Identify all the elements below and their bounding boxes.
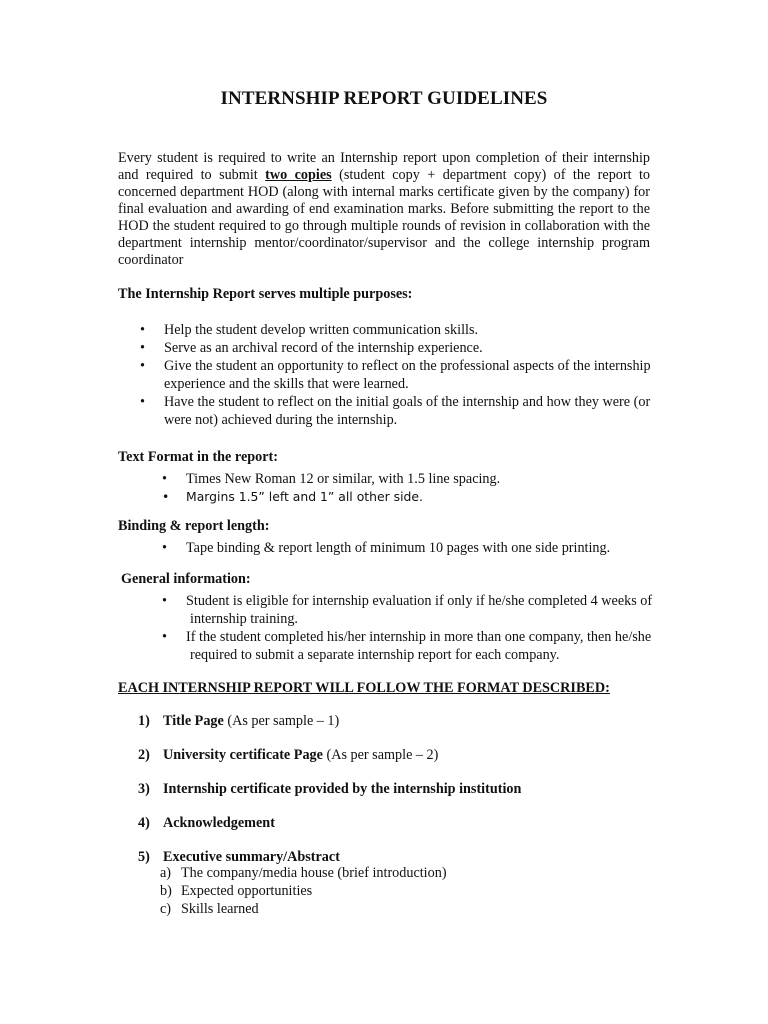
general-heading: General information:	[121, 571, 251, 587]
list-item	[160, 592, 680, 628]
sub-list-item	[160, 900, 447, 918]
text-format-heading: Text Format in the report:	[118, 449, 278, 465]
purposes-list	[138, 321, 658, 429]
list-item-line: If the student completed his/her internship in more than one company, then he/she	[186, 629, 652, 645]
sub-item-text: Skills learned	[181, 901, 259, 917]
section-item	[138, 746, 521, 764]
binding-heading: Binding & report length:	[118, 518, 270, 534]
document-title: INTERNSHIP REPORT GUIDELINES	[220, 88, 548, 109]
section-title: Executive summary/Abstract	[163, 849, 340, 865]
abstract-subitems	[160, 864, 447, 918]
text-format-list	[160, 470, 660, 506]
sub-item-text: Expected opportunities	[181, 883, 313, 899]
list-item-line: required to submit a separate internship report for each company.	[190, 647, 560, 663]
section-title: University certificate Page	[163, 747, 323, 763]
list-item: • Give the student an opportunity to reflect on the professional aspects of the internship experience and the skills that were learned.	[138, 357, 658, 393]
section-number: 1)	[138, 713, 150, 729]
intro-paragraph	[118, 150, 650, 269]
list-item: • Times New Roman 12 or similar, with 1.5 line spacing.	[160, 470, 660, 488]
list-item: • Have the student to reflect on the initial goals of the internship and how they were (or were not) achieved during the internship.	[138, 393, 658, 429]
intro-text-end: (student copy + department copy) of the report to concerned department HOD (along with internal marks certificate given by the company) for final evaluation and awarding of end examination marks. Before submitting the report to the HOD the student required to go through multiple rounds of revision in collaboration with the department internship mentor/coordinator/supervisor and the college internship program coordinator	[118, 167, 651, 268]
section-item	[138, 780, 521, 798]
general-list	[160, 592, 680, 664]
section-note: (As per sample – 1)	[223, 713, 340, 729]
section-number: 4)	[138, 815, 150, 831]
sub-item-letter: c)	[160, 901, 172, 917]
purposes-heading: The Internship Report serves multiple purposes:	[118, 286, 413, 302]
sections-list	[138, 712, 521, 866]
format-heading: EACH INTERNSHIP REPORT WILL FOLLOW THE FORMAT DESCRIBED:	[118, 680, 610, 696]
list-item: • Help the student develop written communication skills.	[138, 321, 658, 339]
list-item: • Serve as an archival record of the internship experience.	[138, 339, 658, 357]
sub-item-letter: b)	[160, 883, 172, 899]
list-item	[160, 628, 680, 664]
section-title: Acknowledgement	[163, 815, 275, 831]
intro-text-start: Every student is required to write an Internship report upon completion of their internship and required to submit	[118, 150, 650, 183]
section-title: Title Page	[163, 713, 224, 729]
section-title: Internship certificate provided by the internship institution	[163, 781, 522, 797]
list-item: • Tape binding & report length of minimum 10 pages with one side printing.	[160, 539, 660, 557]
list-item-line: internship training.	[190, 611, 298, 627]
section-item	[138, 712, 521, 730]
section-note: (As per sample – 2)	[322, 747, 439, 763]
sub-list-item	[160, 864, 447, 882]
section-number: 5)	[138, 849, 150, 865]
sub-item-letter: a)	[160, 865, 172, 881]
section-number: 3)	[138, 781, 150, 797]
sub-list-item	[160, 882, 447, 900]
binding-list	[160, 539, 660, 557]
intro-emphasis: two copies	[265, 167, 332, 183]
list-item: • Margins 1.5” left and 1” all other side.	[160, 488, 660, 506]
sub-item-text: The company/media house (brief introduction)	[181, 865, 447, 881]
list-item-line: Student is eligible for internship evaluation if only if he/she completed 4 weeks of	[186, 593, 653, 609]
section-item	[138, 814, 521, 832]
section-number: 2)	[138, 747, 150, 763]
